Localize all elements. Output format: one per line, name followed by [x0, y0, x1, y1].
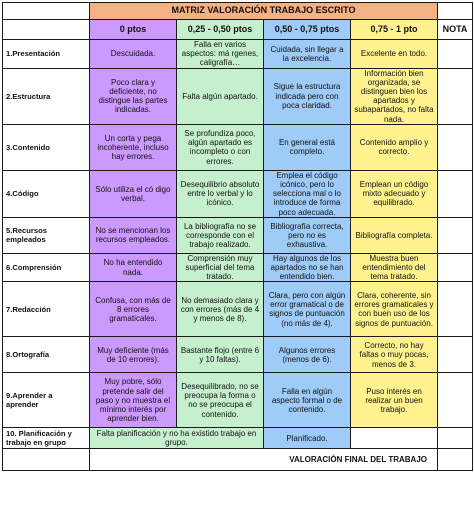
- header-0-ptos: 0 ptos: [90, 20, 177, 40]
- level-0-cell: No ha entendido nada.: [90, 253, 177, 282]
- level-1-cell: Se profundiza poco, algún apartado es incompleto o con errores.: [177, 124, 264, 170]
- level-2-cell: Emplea el código icónico, pero lo selecciona mal o lo introduce de forma poco adecuada.: [264, 170, 351, 217]
- header-nota: NOTA: [438, 20, 473, 40]
- level-1-cell: No demasiado clara y con errores (más de 4 y menos de 8).: [177, 282, 264, 337]
- table-title: MATRIZ VALORACIÓN TRABAJO ESCRITO: [90, 3, 438, 20]
- level-3-cell: Correcto, no hay faltas o muy pocas, menos de 3.: [351, 337, 438, 373]
- level-1-cell: Comprensión muy superficial del tema tratado.: [177, 253, 264, 282]
- level-2-cell: Bibliografía correcta, pero no es exhaustiva.: [264, 217, 351, 253]
- level-2-cell: Algunos errores (menos de 6).: [264, 337, 351, 373]
- table-row: [3, 337, 473, 373]
- planning-missing-cell: Falta planificación y no ha existido trabajo en grupo.: [90, 428, 264, 449]
- nota-cell[interactable]: [438, 428, 473, 449]
- criterion-label: 8.Ortografía: [3, 337, 90, 373]
- title-blank-cell: [438, 3, 473, 20]
- criterion-label: 10. Planificación y trabajo en grupo: [3, 428, 90, 449]
- level-3-cell: Clara, coherente, sin errores gramaticales y con buen uso de los signos de puntuación.: [351, 282, 438, 337]
- level-1-cell: Bastante flojo (entre 6 y 10 faltas).: [177, 337, 264, 373]
- nota-cell[interactable]: [438, 217, 473, 253]
- nota-cell[interactable]: [438, 282, 473, 337]
- level-3-cell: Contenido amplio y correcto.: [351, 124, 438, 170]
- table-row: [3, 373, 473, 428]
- blank-cell: [351, 428, 438, 449]
- level-1-cell: Falta algún apartado.: [177, 68, 264, 124]
- level-0-cell: Muy pobre, sólo pretende salir del paso y no muestra el mínimo interés por aprender bien.: [90, 373, 177, 428]
- nota-cell[interactable]: [438, 337, 473, 373]
- level-0-cell: Muy deficiente (más de 10 errores).: [90, 337, 177, 373]
- level-2-cell: Sigue la estructura indicada pero con poca claridad.: [264, 68, 351, 124]
- header-025-050: 0,25 - 0,50 ptos: [177, 20, 264, 40]
- planned-cell: Planificado.: [264, 428, 351, 449]
- level-3-cell: Muestra buen entendimiento del tema tratado.: [351, 253, 438, 282]
- level-1-cell: Falla en varios aspectos: má rgenes, caligrafía…: [177, 40, 264, 69]
- criterion-label: 2.Estructura: [3, 68, 90, 124]
- nota-cell[interactable]: [438, 170, 473, 217]
- level-2-cell: Clara, pero con algún error gramatical o de signos de puntuación (no más de 4).: [264, 282, 351, 337]
- level-0-cell: Descuidada.: [90, 40, 177, 69]
- level-0-cell: Un corta y pega incoherente, incluso hay errores.: [90, 124, 177, 170]
- rubric-table: [2, 2, 473, 471]
- level-3-cell: Puso interés en realizar un buen trabajo.: [351, 373, 438, 428]
- nota-cell[interactable]: [438, 373, 473, 428]
- level-1-cell: La bibliografía no se corresponde con el trabajo realizado.: [177, 217, 264, 253]
- criterion-label: 5.Recursos empleados: [3, 217, 90, 253]
- table-row: [3, 253, 473, 282]
- table-row: [3, 170, 473, 217]
- level-0-cell: No se mencionan los recursos empleados.: [90, 217, 177, 253]
- level-2-cell: Cuidada, sin llegar a la excelencia.: [264, 40, 351, 69]
- nota-cell[interactable]: [438, 40, 473, 69]
- criterion-label: 3.Contenido: [3, 124, 90, 170]
- table-row: [3, 124, 473, 170]
- corner-cell: [3, 3, 90, 20]
- level-2-cell: Falla en algún aspecto formal o de contenido.: [264, 373, 351, 428]
- level-3-cell: Información bien organizada, se distinguen bien los apartados y subapartados, no falta nada.: [351, 68, 438, 124]
- final-assessment-label: VALORACIÓN FINAL DEL TRABAJO: [90, 449, 438, 471]
- criterion-label: 6.Comprensión: [3, 253, 90, 282]
- level-0-cell: Poco clara y deficiente, no distingue las partes indicadas.: [90, 68, 177, 124]
- table-row: [3, 282, 473, 337]
- level-3-cell: Emplean un código mixto adecuado y equilibrado.: [351, 170, 438, 217]
- nota-cell[interactable]: [438, 124, 473, 170]
- header-075-1: 0,75 - 1 pto: [351, 20, 438, 40]
- level-2-cell: Hay algunos de los apartados no se han entendido bien.: [264, 253, 351, 282]
- table-row: [3, 68, 473, 124]
- level-3-cell: Excelente en todo.: [351, 40, 438, 69]
- table-row: [3, 40, 473, 69]
- criterion-label: 9.Aprender a aprender: [3, 373, 90, 428]
- table-row: [3, 217, 473, 253]
- criterion-label: 7.Redacción: [3, 282, 90, 337]
- level-0-cell: Confusa, con más de 8 errores gramaticales.: [90, 282, 177, 337]
- table-row: [3, 428, 473, 449]
- criterion-label: 4.Código: [3, 170, 90, 217]
- level-3-cell: Bibliografía completa.: [351, 217, 438, 253]
- nota-cell[interactable]: [438, 68, 473, 124]
- header-corner-cell: [3, 20, 90, 40]
- nota-cell[interactable]: [438, 253, 473, 282]
- header-050-075: 0,50 - 0,75 ptos: [264, 20, 351, 40]
- final-nota-cell[interactable]: [438, 449, 473, 471]
- level-0-cell: Sólo utiliza el có digo verbal.: [90, 170, 177, 217]
- level-1-cell: Desequilibrado, no se preocupa la forma o no se preocupa el contenido.: [177, 373, 264, 428]
- level-2-cell: En general está completo.: [264, 124, 351, 170]
- final-row: [3, 449, 473, 471]
- criterion-label: 1.Presentación: [3, 40, 90, 69]
- rubric-container: [2, 2, 472, 471]
- final-blank-cell: [3, 449, 90, 471]
- level-1-cell: Desequilibrio absoluto entre lo verbal y lo icónico.: [177, 170, 264, 217]
